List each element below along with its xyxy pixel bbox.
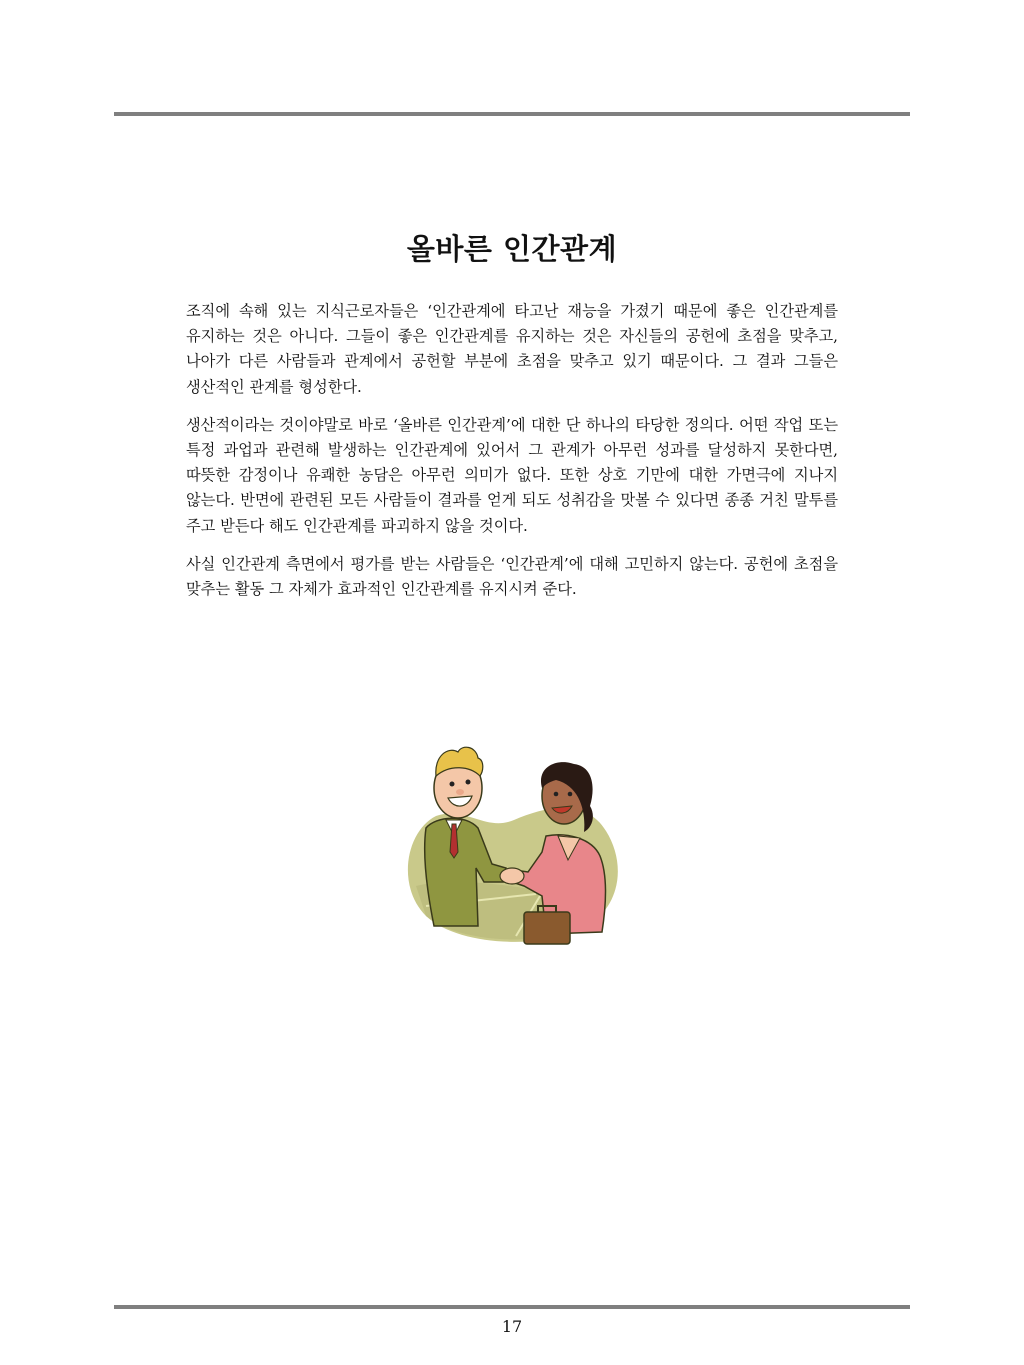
top-divider [114, 112, 910, 116]
paragraph-1: 조직에 속해 있는 지식근로자들은 ‘인간관계에 타고난 재능을 가졌기 때문에 좋은 인간관계를 유지하는 것은 아니다. 그들이 좋은 인간관계를 유지하는 것은 자신들의 공헌에 초점을 맞추고, 나아가 다른 사람들과 관계에서 공헌할 부분에 초점을 맞추고 있기 때문이다. 그 결과 그들은 생산적인 관계를 형성한다. [186, 302, 838, 396]
handshake-illustration [396, 736, 630, 948]
body-text [186, 299, 838, 615]
paragraph-2: 생산적이라는 것이야말로 바로 ‘올바른 인간관계’에 대한 단 하나의 타당한 정의다. 어떤 작업 또는 특정 과업과 관련해 발생하는 인간관계에 있어서 그 관계가 아무런 성과를 달성하지 못한다면, 따뜻한 감정이나 유쾌한 농담은 아무런 의미가 없다. 또한 상호 기만에 대한 가면극에 지나지 않는다. 반면에 관련된 모든 사람들이 결과를 얻게 되도 성취감을 맛볼 수 있다면 종종 거친 말투를 주고 받든다 해도 인간관계를 파괴하지 않을 것이다. [186, 415, 838, 535]
bottom-divider [114, 1305, 910, 1309]
page-title: 올바른 인간관계 [406, 232, 618, 267]
paragraph-3: 사실 인간관계 측면에서 평가를 받는 사람들은 ‘인간관계’에 대해 고민하지 않는다. 공헌에 초점을 맞추는 활동 그 자체가 효과적인 인간관계를 유지시켜 준다. [186, 554, 838, 599]
page-number: 17 [501, 1317, 523, 1336]
